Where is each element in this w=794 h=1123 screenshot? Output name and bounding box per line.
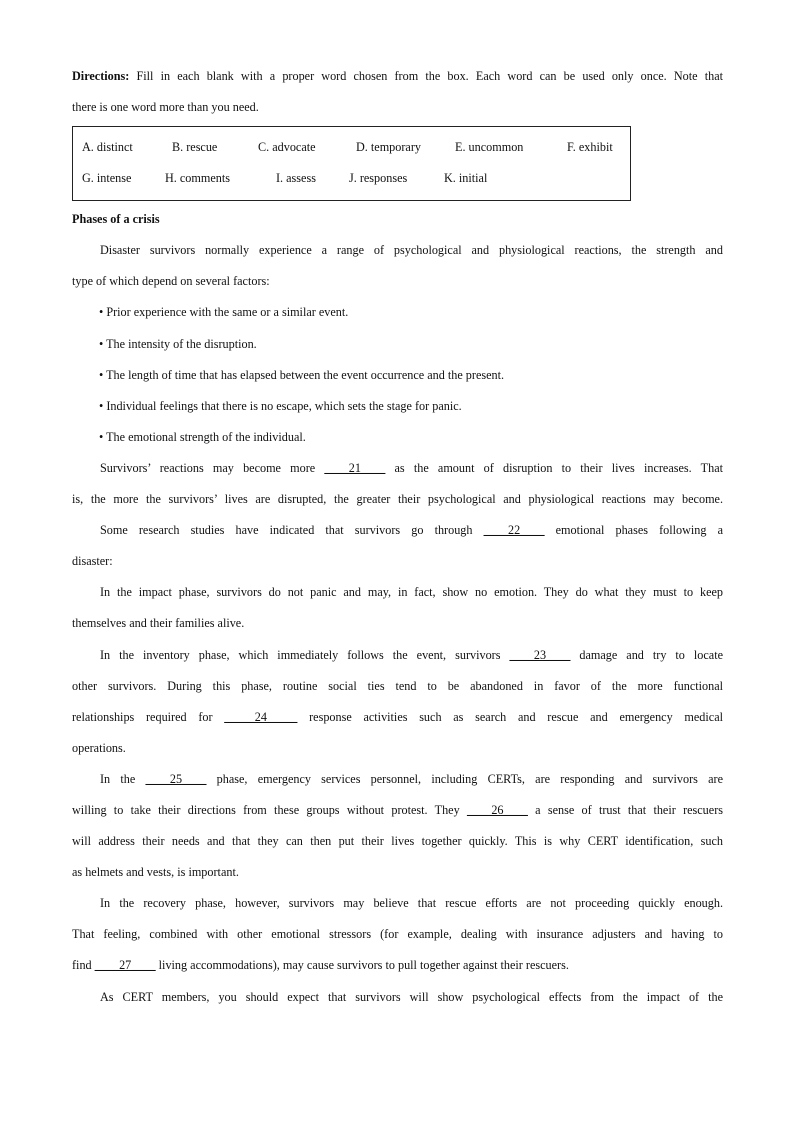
paragraph-5-line-1: In the inventory phase, which immediately follows the event, survivors ____23____ damage and try to locate: [100, 647, 723, 662]
paragraph-5-line-2: other survivors. During this phase, routine social ties tend to be abandoned in favor of the more functional: [72, 678, 723, 693]
bullet-item: • The length of time that has elapsed between the event occurrence and the present.: [99, 367, 505, 382]
bullet-item: • Individual feelings that there is no escape, which sets the stage for panic.: [99, 398, 462, 413]
word-option-j: J. responses: [349, 171, 408, 186]
directions-label: Directions:: [72, 69, 130, 83]
word-bank-row-1: [73, 137, 630, 157]
paragraph-7-line-3: find ____27____ living accommodations), may cause survivors to pull together against their rescuers.: [72, 958, 569, 973]
paragraph-6-line-2: willing to take their directions from these groups without protest. They ____26____ a sense of trust that their rescuers: [72, 802, 723, 817]
paragraph-5-line-4: operations.: [72, 740, 126, 755]
word-option-c: C. advocate: [258, 140, 316, 155]
paragraph-4-line-1: In the impact phase, survivors do not panic and may, in fact, show no emotion. They do what they must to keep: [100, 585, 723, 600]
blank-27[interactable]: ____27____: [94, 958, 156, 973]
bullet-item: • Prior experience with the same or a similar event.: [99, 305, 349, 320]
word-option-k: K. initial: [444, 171, 488, 186]
word-option-a: A. distinct: [82, 140, 133, 155]
word-option-d: D. temporary: [356, 140, 421, 155]
word-option-h: H. comments: [165, 171, 230, 186]
blank-22[interactable]: ____22____: [483, 523, 545, 538]
word-bank-row-2: [73, 168, 630, 188]
intro-line-1: Disaster survivors normally experience a range of psychological and physiological reactions, the strength and: [100, 243, 723, 258]
blank-25[interactable]: ____25____: [145, 771, 207, 786]
paragraph-3-line-1: Some research studies have indicated that survivors go through ____22____ emotional phases following a: [100, 523, 723, 538]
paragraph-7-line-2: That feeling, combined with other emotional stressors (for example, dealing with insurance adjusters and having to: [72, 927, 723, 942]
paragraph-4-line-2: themselves and their families alive.: [72, 616, 245, 631]
paragraph-6-line-3: will address their needs and that they can then put their lives together quickly. This is why CERT identification, such: [72, 834, 723, 849]
paragraph-5-line-3: relationships required for _____24_____ response activities such as search and rescue and emergency medical: [72, 709, 723, 724]
paragraph-6-line-4: as helmets and vests, is important.: [72, 865, 239, 880]
passage-title: Phases of a crisis: [72, 212, 160, 227]
blank-26[interactable]: ____26____: [466, 802, 528, 817]
blank-23[interactable]: ____23____: [509, 647, 571, 662]
bullet-item: • The intensity of the disruption.: [99, 336, 257, 351]
paragraph-6-line-1: In the ____25____ phase, emergency services personnel, including CERTs, are responding and survivors are: [100, 771, 723, 786]
word-option-i: I. assess: [276, 171, 316, 186]
paragraph-2-line-1: Survivors’ reactions may become more ____21____ as the amount of disruption to their lives increases. That: [100, 460, 723, 475]
word-option-b: B. rescue: [172, 140, 218, 155]
worksheet-page: [72, 62, 723, 1014]
intro-line-2: type of which depend on several factors:: [72, 274, 270, 289]
word-option-f: F. exhibit: [567, 140, 613, 155]
bullet-item: • The emotional strength of the individual.: [99, 429, 306, 444]
paragraph-3-line-2: disaster:: [72, 554, 113, 569]
blank-24[interactable]: _____24_____: [224, 709, 298, 724]
blank-21[interactable]: ____21____: [324, 460, 386, 475]
paragraph-2-line-2: is, the more the survivors’ lives are disrupted, the greater their psychological and physiological reactions may become.: [72, 492, 723, 507]
directions-line-1: Directions: Fill in each blank with a proper word chosen from the box. Each word can be used only once. Note that: [72, 69, 723, 83]
directions-line-2: there is one word more than you need.: [72, 100, 259, 115]
word-option-g: G. intense: [82, 171, 132, 186]
paragraph-8-line-1: As CERT members, you should expect that survivors will show psychological effects from the impact of the: [100, 989, 723, 1004]
paragraph-7-line-1: In the recovery phase, however, survivors may believe that rescue efforts are not proceeding quickly enough.: [100, 896, 723, 911]
word-option-e: E. uncommon: [455, 140, 524, 155]
word-bank-box: [72, 126, 631, 201]
